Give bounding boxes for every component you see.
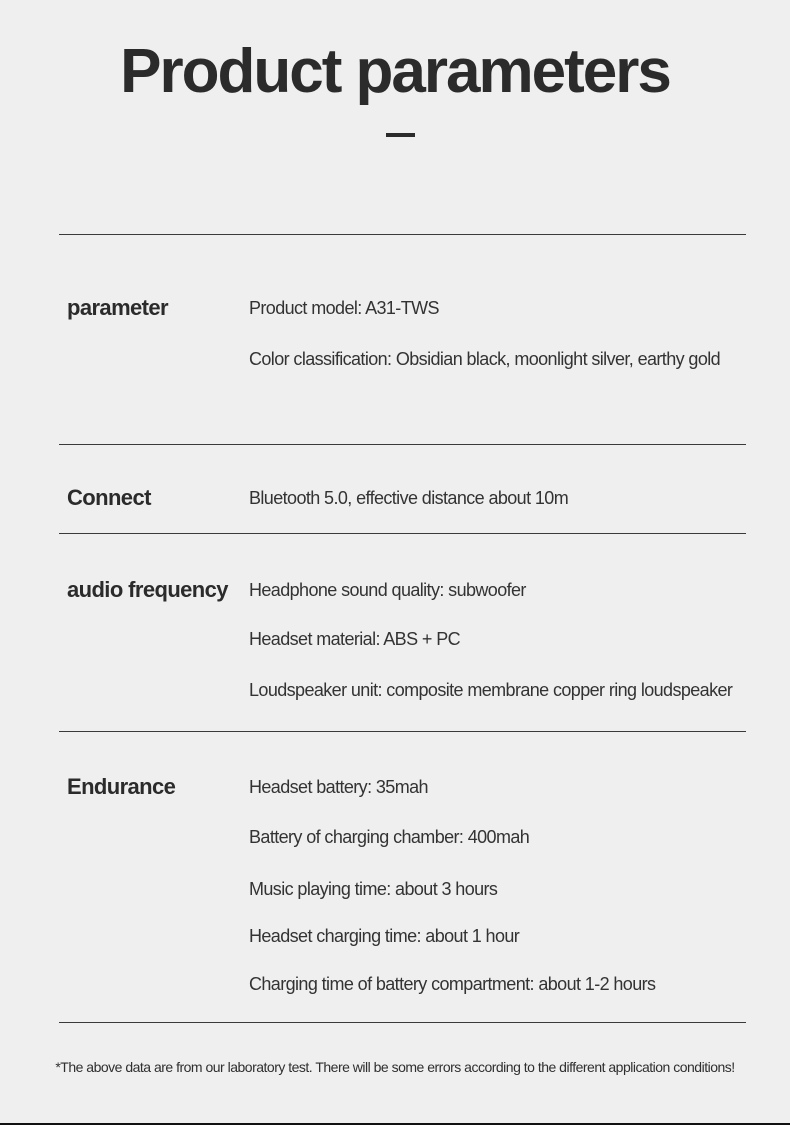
divider xyxy=(59,1022,746,1023)
spec-headset-material: Headset material: ABS + PC xyxy=(249,629,461,649)
spec-sound-quality: Headphone sound quality: subwoofer xyxy=(249,580,526,600)
divider xyxy=(59,444,746,445)
spec-bluetooth: Bluetooth 5.0, effective distance about 10m xyxy=(249,488,569,508)
divider xyxy=(59,234,746,235)
section-label-parameter: parameter xyxy=(67,295,168,320)
spec-chamber-battery: Battery of charging chamber: 400mah xyxy=(249,827,530,847)
spec-headset-battery: Headset battery: 35mah xyxy=(249,777,428,797)
title-underline xyxy=(386,133,415,137)
divider xyxy=(59,731,746,732)
spec-product-model: Product model: A31-TWS xyxy=(249,298,439,318)
section-label-audio-frequency: audio frequency xyxy=(67,577,228,602)
spec-loudspeaker-unit: Loudspeaker unit: composite membrane copper ring loudspeaker xyxy=(249,680,733,700)
footnote: *The above data are from our laboratory test. There will be some errors according to the different application conditions! xyxy=(55,1059,735,1075)
section-label-connect: Connect xyxy=(67,485,151,510)
spec-headset-charging-time: Headset charging time: about 1 hour xyxy=(249,926,520,946)
spec-music-playing-time: Music playing time: about 3 hours xyxy=(249,879,498,899)
page-title: Product parameters xyxy=(120,37,670,106)
section-label-endurance: Endurance xyxy=(67,774,176,799)
spec-color-classification: Color classification: Obsidian black, moonlight silver, earthy gold xyxy=(249,349,721,369)
divider xyxy=(59,533,746,534)
spec-compartment-charging-time: Charging time of battery compartment: about 1-2 hours xyxy=(249,974,656,994)
